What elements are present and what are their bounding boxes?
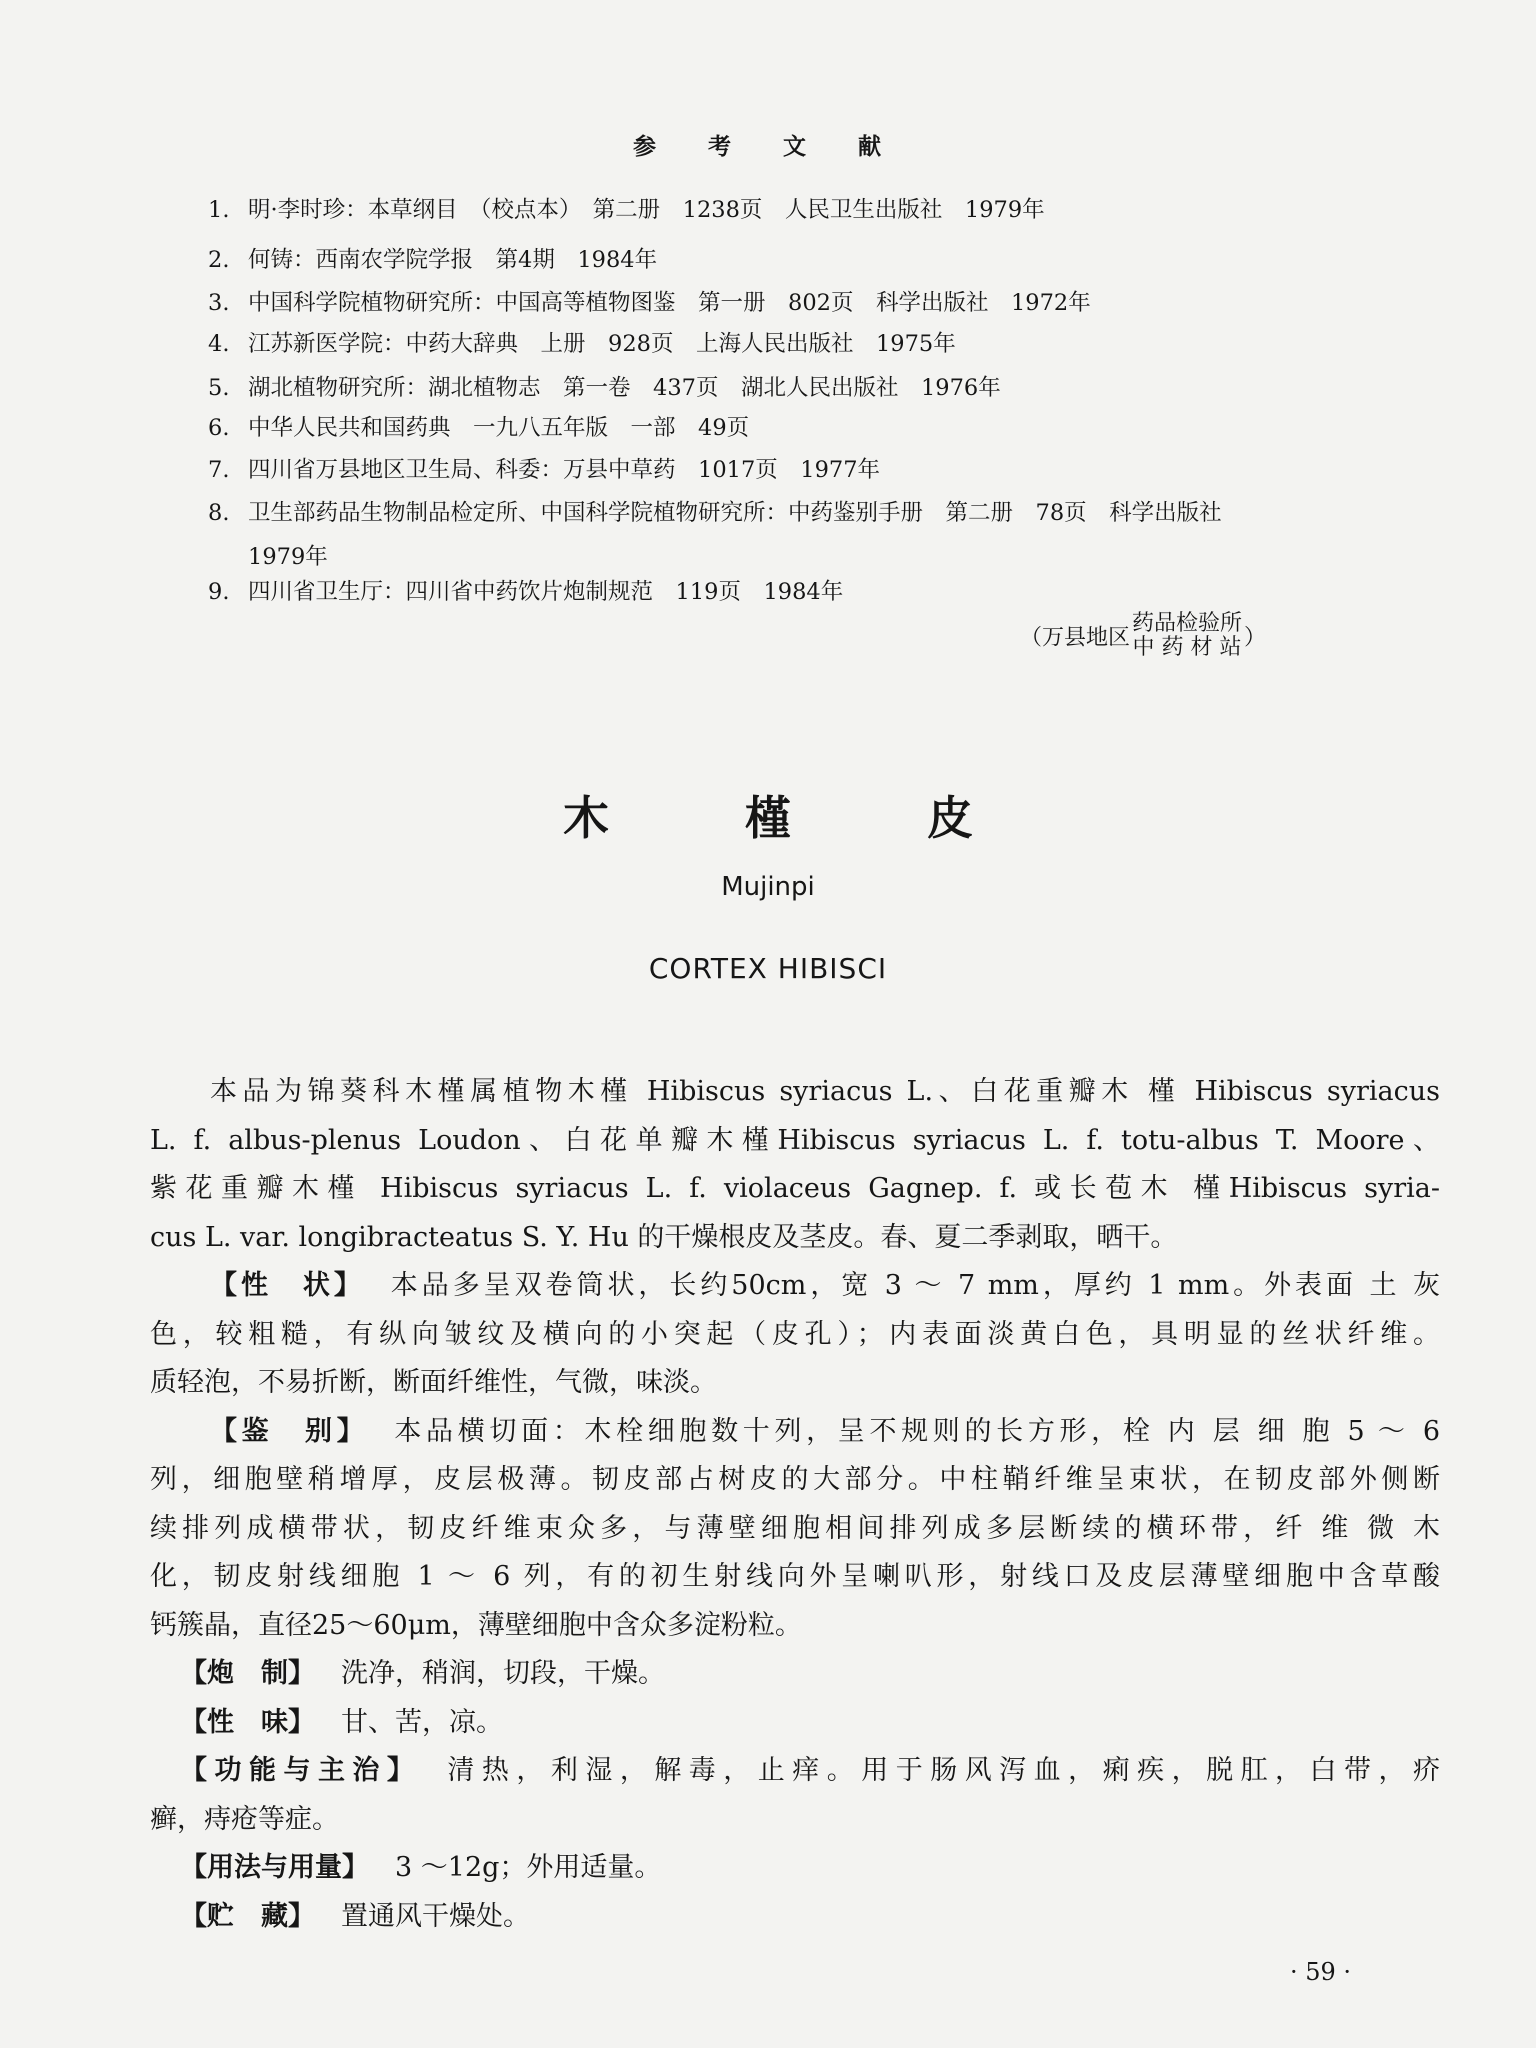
body-line: 色，较粗糙，有纵向皱纹及横向的小突起（皮孔）；内表面淡黄白色，具明显的丝状纤维。 xyxy=(150,1318,1440,1350)
body-line: 钙簇晶，直径25～60μm，薄壁细胞中含众多淀粉粒。 xyxy=(150,1609,802,1641)
reference-item: 2. 何铸：西南农学院学报 第4期 1984年 xyxy=(208,247,658,273)
reference-item: 3. 中国科学院植物研究所：中国高等植物图鉴 第一册 802页 科学出版社 1972年 xyxy=(208,290,1091,316)
body-line: 本品为锦葵科木槿属植物木槿 Hibiscus syriacus L.、白花重瓣木 槿 Hibiscus syriacus xyxy=(210,1076,1440,1107)
section-heading: 【用法与用量】 xyxy=(180,1852,369,1883)
body-line: 列，细胞壁稍增厚，皮层极薄。韧皮部占树皮的大部分。中柱鞘纤维呈束状，在韧皮部外侧断 xyxy=(150,1464,1440,1495)
reference-item: 9. 四川省卫生厅：四川省中药饮片炮制规范 119页 1984年 xyxy=(208,579,844,605)
monograph-title: 木 槿 皮 xyxy=(562,791,1034,845)
section-description: 【性 状】 本品多呈双卷筒状，长约50cm，宽 3 ～ 7 mm，厚约 1 mm。外表面 土 灰 xyxy=(210,1270,1441,1301)
reference-item: 5. 湖北植物研究所：湖北植物志 第一卷 437页 湖北人民出版社 1976年 xyxy=(208,375,1001,401)
section-heading: 【性 状】 xyxy=(210,1270,365,1301)
reference-item: 7. 四川省万县地区卫生局、科委：万县中草药 1017页 1977年 xyxy=(208,457,881,483)
monograph-latin-name: CORTEX HIBISCI xyxy=(648,952,888,985)
section-heading: 【功能与主治】 xyxy=(180,1755,422,1786)
section-heading: 【性 味】 xyxy=(180,1706,315,1738)
section-heading: 【鉴 别】 xyxy=(210,1415,369,1447)
affiliation-stack: 药品检验所 中 药 材 站 xyxy=(1132,611,1243,660)
section-identification: 【鉴 别】 本品横切面：木栓细胞数十列，呈不规则的长方形，栓 内 层 细 胞 5 ～ 6 xyxy=(210,1415,1441,1447)
body-line: 化，韧皮射线细胞 1 ～ 6 列，有的初生射线向外呈喇叭形，射线口及皮层薄壁细胞中含草酸 xyxy=(150,1561,1440,1592)
body-line: 续排列成横带状，韧皮纤维束众多，与薄壁细胞相间排列成多层断续的横环带，纤 维 微 木 xyxy=(150,1512,1440,1544)
body-line: 质轻泡，不易折断，断面纤维性，气微，味淡。 xyxy=(150,1367,717,1398)
section-processing: 【炮 制】 洗净，稍润，切段，干燥。 xyxy=(180,1658,665,1689)
section-dosage: 【用法与用量】 3 ～12g；外用适量。 xyxy=(180,1852,662,1883)
body-line: cus L. var. longibracteatus S. Y. Hu 的干燥根皮及茎皮。春、夏二季剥取，晒干。 xyxy=(150,1221,1178,1253)
author-affiliation: （万县地区 药品检验所 中 药 材 站 ） xyxy=(1020,611,1267,660)
body-line: 癣，痔疮等症。 xyxy=(150,1803,339,1835)
section-property: 【性 味】 甘、苦，凉。 xyxy=(180,1706,503,1738)
body-line: L. f. albus-plenus Loudon、白花单瓣木槿Hibiscus syriacus L. f. totu-albus T. Moore、 xyxy=(150,1124,1440,1156)
monograph-body xyxy=(150,1068,1440,1941)
reference-item: 6. 中华人民共和国药典 一九八五年版 一部 49页 xyxy=(208,415,750,441)
references-heading: 参 考 文 献 xyxy=(632,133,904,160)
reference-item: 1. 明·李时珍：本草纲目 （校点本） 第二册 1238页 人民卫生出版社 1979年 xyxy=(208,197,1045,223)
page-number: · 59 · xyxy=(1290,1958,1352,1986)
section-storage: 【贮 藏】 置通风干燥处。 xyxy=(180,1900,530,1932)
reference-item: 8. 卫生部药品生物制品检定所、中国科学院植物研究所：中药鉴别手册 第二册 78页 科学出版社 1979年 xyxy=(208,500,1222,570)
section-heading: 【炮 制】 xyxy=(180,1658,315,1689)
body-line: 紫花重瓣木槿 Hibiscus syriacus L. f. violaceus Gagnep. f. 或长苞木 槿Hibiscus syria- xyxy=(150,1173,1440,1204)
section-function: 【功能与主治】 清热，利湿，解毒，止痒。用于肠风泻血，痢疾，脱肛，白带，疥 xyxy=(180,1755,1441,1786)
reference-continuation: 1979年 xyxy=(248,544,328,570)
monograph-pinyin: Mujinpi xyxy=(721,872,815,902)
section-heading: 【贮 藏】 xyxy=(180,1900,315,1932)
reference-item: 4. 江苏新医学院：中药大辞典 上册 928页 上海人民出版社 1975年 xyxy=(208,331,956,357)
